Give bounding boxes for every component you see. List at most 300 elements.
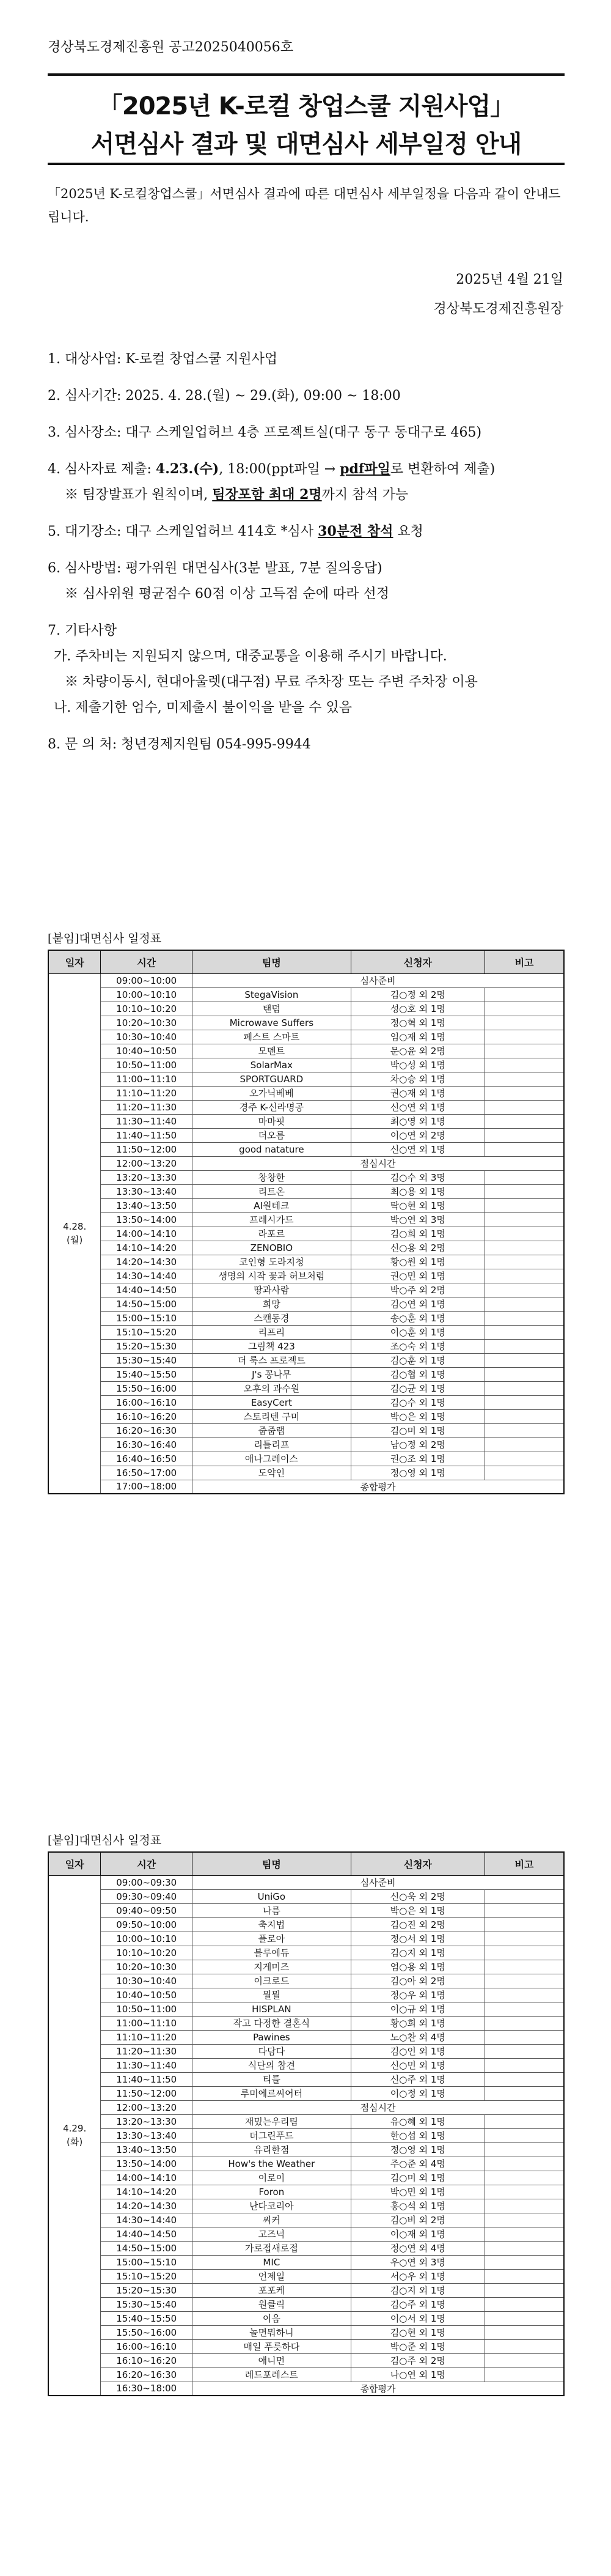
item-review-method-note: ※ 심사위원 평균점수 60점 이상 고득점 순에 따라 선정	[65, 586, 389, 602]
time-cell: 15:20~15:30	[101, 1339, 192, 1353]
team-cell: 생명의 시작 꽃과 허브처럼	[192, 1269, 351, 1283]
team-cell: 난다코리아	[192, 2199, 351, 2213]
team-cell: 모멘트	[192, 1044, 351, 1058]
time-cell: 10:10~10:20	[101, 1002, 192, 1016]
applicant-cell: 문○윤 외 2명	[351, 1044, 485, 1058]
table-row	[48, 973, 564, 987]
note-cell	[485, 1946, 564, 1960]
time-cell: 10:50~11:00	[101, 1058, 192, 1072]
time-cell: 13:20~13:30	[101, 2114, 192, 2128]
submission-prefix: 4. 심사자료 제출:	[48, 462, 156, 477]
table-row	[48, 2016, 564, 2030]
team-cell: 유리한점	[192, 2142, 351, 2157]
team-cell: SolarMax	[192, 1058, 351, 1072]
time-cell: 13:30~13:40	[101, 1184, 192, 1198]
team-cell: 다담다	[192, 2044, 351, 2058]
intro-paragraph: 「2025년 K-로컬창업스쿨」서면심사 결과에 따른 대면심사 세부일정을 다음과 같이 안내드립니다.	[48, 186, 561, 224]
applicant-cell: 이○훈 외 1명	[351, 1325, 485, 1339]
table-row	[48, 1269, 564, 1283]
applicant-cell: 김○진 외 2명	[351, 1917, 485, 1932]
team-cell: 페스트 스마트	[192, 1030, 351, 1044]
note-cell	[485, 1002, 564, 1016]
team-cell: 스캔동경	[192, 1311, 351, 1325]
table-row	[48, 2269, 564, 2283]
time-cell: 10:40~10:50	[101, 1044, 192, 1058]
note-cell	[485, 1974, 564, 1988]
time-cell: 10:20~10:30	[101, 1016, 192, 1030]
table-row	[48, 2339, 564, 2353]
note-cell	[485, 1086, 564, 1100]
item-others: 7. 기타사항	[48, 623, 117, 638]
time-cell: 11:10~11:20	[101, 2030, 192, 2044]
session-cell: 종합평가	[192, 2382, 564, 2396]
table-row	[48, 2297, 564, 2311]
table-row	[48, 1283, 564, 1297]
note-cell	[485, 1932, 564, 1946]
note-prefix: ※ 팀장발표가 원칙이며,	[65, 487, 213, 503]
team-cell: 포포케	[192, 2283, 351, 2297]
applicant-cell: 김○비 외 2명	[351, 2213, 485, 2227]
note-cell	[485, 2269, 564, 2283]
team-cell: 경주 K-신라명공	[192, 1100, 351, 1114]
time-cell: 15:30~15:40	[101, 1353, 192, 1367]
time-cell: 14:10~14:20	[101, 2185, 192, 2199]
time-cell: 16:10~16:20	[101, 2353, 192, 2367]
team-cell: 더오름	[192, 1128, 351, 1142]
team-cell: 더 룩스 프로젝트	[192, 1353, 351, 1367]
applicant-cell: 김○협 외 1명	[351, 1367, 485, 1381]
table-row	[48, 1002, 564, 1016]
time-cell: 13:50~14:00	[101, 1212, 192, 1227]
date-value: 4.29.	[63, 2123, 87, 2135]
time-cell: 11:40~11:50	[101, 1128, 192, 1142]
team-cell: Foron	[192, 2185, 351, 2199]
team-cell: 코인형 도라지청	[192, 1255, 351, 1269]
team-cell: SPORTGUARD	[192, 1072, 351, 1086]
table-row	[48, 1255, 564, 1269]
team-cell: 블루에듀	[192, 1946, 351, 1960]
table-row	[48, 1325, 564, 1339]
team-cell: 놀면뭐하니	[192, 2325, 351, 2339]
note-cell	[485, 2002, 564, 2016]
table-row	[48, 1381, 564, 1395]
note-cell	[485, 2199, 564, 2213]
table-row	[48, 1903, 564, 1917]
note-cell	[485, 1409, 564, 1423]
table-row	[48, 1156, 564, 1170]
note-cell	[485, 2044, 564, 2058]
applicant-cell: 박○민 외 1명	[351, 2185, 485, 2199]
table-row	[48, 2325, 564, 2339]
table-row	[48, 1128, 564, 1142]
table-row	[48, 1353, 564, 1367]
submission-suffix: 로 변환하여 제출)	[390, 462, 496, 477]
time-cell: 15:10~15:20	[101, 2269, 192, 2283]
applicant-cell: 송○훈 외 1명	[351, 1311, 485, 1325]
table-row	[48, 1452, 564, 1466]
time-cell: 14:20~14:30	[101, 2199, 192, 2213]
team-cell: 더그린푸드	[192, 2128, 351, 2142]
team-cell: 리트온	[192, 1184, 351, 1198]
time-cell: 10:10~10:20	[101, 1946, 192, 1960]
team-cell: ZENOBIO	[192, 1241, 351, 1255]
note-cell	[485, 2367, 564, 2382]
time-cell: 14:10~14:20	[101, 1241, 192, 1255]
table-row	[48, 1058, 564, 1072]
time-cell: 11:30~11:40	[101, 1114, 192, 1128]
title-line-2: 서면심사 결과 및 대면심사 세부일정 안내	[90, 130, 522, 158]
date-cell	[48, 973, 101, 1494]
table-row	[48, 1170, 564, 1184]
time-cell: 15:00~15:10	[101, 1311, 192, 1325]
team-cell: MIC	[192, 2255, 351, 2269]
note-cell	[485, 2016, 564, 2030]
team-cell: 탠덤	[192, 1002, 351, 1016]
time-cell: 11:20~11:30	[101, 1100, 192, 1114]
date-value: 4.28.	[63, 1221, 87, 1233]
note-cell	[485, 1297, 564, 1311]
header-note: 비고	[485, 1852, 564, 1875]
team-cell: 레드포레스트	[192, 2367, 351, 2382]
time-cell: 16:30~16:40	[101, 1437, 192, 1452]
time-cell: 11:00~11:10	[101, 1072, 192, 1086]
table-row	[48, 2157, 564, 2171]
date-cell	[48, 1875, 101, 2396]
time-cell: 12:00~13:20	[101, 1156, 192, 1170]
time-cell: 11:20~11:30	[101, 2044, 192, 2058]
team-cell: 매일 푸릇하다	[192, 2339, 351, 2353]
table-row	[48, 1480, 564, 1494]
applicant-cell: 이○서 외 1명	[351, 2311, 485, 2325]
note-cell	[485, 2128, 564, 2142]
team-cell: How's the Weather	[192, 2157, 351, 2171]
applicant-cell: 신○연 외 1명	[351, 1100, 485, 1114]
note-cell	[485, 1142, 564, 1156]
note-suffix: 까지 참석 가능	[321, 487, 409, 503]
table-row	[48, 2128, 564, 2142]
item-review-method: 6. 심사방법: 평가위원 대면심사(3분 발표, 7분 질의응답)	[48, 561, 382, 576]
time-cell: 15:40~15:50	[101, 1367, 192, 1381]
schedule-table-day1	[48, 950, 565, 1494]
applicant-cell: 정○영 외 1명	[351, 2142, 485, 2157]
note-cell	[485, 2185, 564, 2199]
table-row	[48, 1875, 564, 1889]
team-cell: 애니먼	[192, 2353, 351, 2367]
team-cell: AI원테크	[192, 1198, 351, 1212]
note-cell	[485, 2255, 564, 2269]
applicant-cell: 황○희 외 1명	[351, 2016, 485, 2030]
note-cell	[485, 1437, 564, 1452]
applicant-cell: 박○주 외 2명	[351, 1283, 485, 1297]
time-cell: 16:10~16:20	[101, 1409, 192, 1423]
title-line-1: 「2025년 K-로컬 창업스쿨 지원사업」	[98, 92, 514, 120]
header-date: 일자	[48, 1852, 101, 1875]
note-cell	[485, 1423, 564, 1437]
applicant-cell: 김○정 외 2명	[351, 987, 485, 1002]
note-cell	[485, 1269, 564, 1283]
table-row	[48, 1297, 564, 1311]
team-cell: 이음	[192, 2311, 351, 2325]
session-cell: 점심시간	[192, 2100, 564, 2114]
team-cell: 축지법	[192, 1917, 351, 1932]
note-cell	[485, 2227, 564, 2241]
table-row	[48, 1932, 564, 1946]
applicant-cell: 박○준 외 1명	[351, 2339, 485, 2353]
team-cell: 지게미즈	[192, 1960, 351, 1974]
note-cell	[485, 1255, 564, 1269]
table-row	[48, 2213, 564, 2227]
team-cell: 식단의 참견	[192, 2058, 351, 2072]
table-row	[48, 1946, 564, 1960]
note-cell	[485, 2241, 564, 2255]
time-cell: 13:50~14:00	[101, 2157, 192, 2171]
header-time: 시간	[101, 1852, 192, 1875]
applicant-cell: 권○재 외 1명	[351, 1086, 485, 1100]
note-cell	[485, 1198, 564, 1212]
header-time: 시간	[101, 950, 192, 973]
team-cell: 원클릭	[192, 2297, 351, 2311]
note-cell	[485, 1988, 564, 2002]
applicant-cell: 권○조 외 1명	[351, 1452, 485, 1466]
note-cell	[485, 2171, 564, 2185]
table-row	[48, 1142, 564, 1156]
time-cell: 14:00~14:10	[101, 2171, 192, 2185]
note-cell	[485, 1058, 564, 1072]
note-cell	[485, 1381, 564, 1395]
table-row	[48, 1339, 564, 1353]
applicant-cell: 이○연 외 2명	[351, 1128, 485, 1142]
item-review-period: 2. 심사기간: 2025. 4. 28.(월) ~ 29.(화), 09:00 ~ 18:00	[48, 388, 401, 404]
time-cell: 09:50~10:00	[101, 1917, 192, 1932]
table-row	[48, 1072, 564, 1086]
note-cell	[485, 1128, 564, 1142]
note-cell	[485, 1170, 564, 1184]
applicant-cell: 박○성 외 1명	[351, 1058, 485, 1072]
submission-middle: , 18:00(ppt파일 →	[219, 462, 340, 477]
time-cell: 11:50~12:00	[101, 2086, 192, 2100]
note-cell	[485, 1353, 564, 1367]
team-cell: 오후의 과수원	[192, 1381, 351, 1395]
note-cell	[485, 1367, 564, 1381]
team-cell: J's 꽁나무	[192, 1367, 351, 1381]
applicant-cell: 한○섭 외 1명	[351, 2128, 485, 2142]
time-cell: 12:00~13:20	[101, 2100, 192, 2114]
applicant-cell: 임○재 외 1명	[351, 1030, 485, 1044]
time-cell: 13:20~13:30	[101, 1170, 192, 1184]
team-cell: 플로아	[192, 1932, 351, 1946]
applicant-cell: 김○주 외 2명	[351, 2353, 485, 2367]
note-cell	[485, 2297, 564, 2311]
note-cell	[485, 1311, 564, 1325]
team-cell: Microwave Suffers	[192, 1016, 351, 1030]
note-cell	[485, 1114, 564, 1128]
table-row	[48, 1367, 564, 1381]
table-row	[48, 2171, 564, 2185]
waiting-arrival-time: 30분전 참석	[318, 523, 393, 539]
applicant-cell: 서○우 외 1명	[351, 2269, 485, 2283]
team-cell: 오가닉베베	[192, 1086, 351, 1100]
table-row	[48, 1044, 564, 1058]
document-number: 경상북도경제진흥원 공고2025040056호	[48, 40, 293, 55]
note-cell	[485, 1100, 564, 1114]
date-weekday: (화)	[67, 2136, 83, 2148]
announcement-date: 2025년 4월 21일	[456, 272, 563, 287]
note-cell	[485, 2086, 564, 2100]
time-cell: 16:50~17:00	[101, 1466, 192, 1480]
table-row	[48, 2114, 564, 2128]
time-cell: 14:30~14:40	[101, 2213, 192, 2227]
header-team: 팀명	[192, 950, 351, 973]
applicant-cell: 신○주 외 1명	[351, 2072, 485, 2086]
note-cell	[485, 1227, 564, 1241]
table-row	[48, 2382, 564, 2396]
title-box	[48, 73, 565, 165]
note-cell	[485, 2339, 564, 2353]
time-cell: 16:20~16:30	[101, 1423, 192, 1437]
team-cell: 마마핏	[192, 1114, 351, 1128]
team-cell: 땅과사람	[192, 1283, 351, 1297]
session-cell: 점심시간	[192, 1156, 564, 1170]
table-row	[48, 1086, 564, 1100]
time-cell: 11:30~11:40	[101, 2058, 192, 2072]
table-row	[48, 1917, 564, 1932]
table-row	[48, 2058, 564, 2072]
time-cell: 16:40~16:50	[101, 1452, 192, 1466]
team-cell: 씨커	[192, 2213, 351, 2227]
applicant-cell: 남○정 외 2명	[351, 1437, 485, 1452]
applicant-cell: 조○숙 외 1명	[351, 1339, 485, 1353]
table-row	[48, 1311, 564, 1325]
time-cell: 15:50~16:00	[101, 2325, 192, 2339]
table-row	[48, 1184, 564, 1198]
table-row	[48, 2185, 564, 2199]
time-cell: 15:20~15:30	[101, 2283, 192, 2297]
table-row	[48, 2044, 564, 2058]
time-cell: 11:00~11:10	[101, 2016, 192, 2030]
team-cell: 창창한	[192, 1170, 351, 1184]
applicant-cell: 황○원 외 1명	[351, 1255, 485, 1269]
table-header-row	[48, 1852, 564, 1875]
team-cell: 티틀	[192, 2072, 351, 2086]
item-contact: 8. 문 의 처: 청년경제지원팀 054-995-9944	[48, 737, 311, 752]
note-cell	[485, 987, 564, 1002]
table-row	[48, 2086, 564, 2100]
note-cell	[485, 1466, 564, 1480]
note-cell	[485, 2058, 564, 2072]
issuer: 경상북도경제진흥원장	[433, 301, 563, 317]
header-note: 비고	[485, 950, 564, 973]
applicant-cell: 박○은 외 1명	[351, 1409, 485, 1423]
applicant-cell: 정○연 외 4명	[351, 2241, 485, 2255]
applicant-cell: 김○현 외 1명	[351, 2325, 485, 2339]
schedule-label-day1: [붙임]대면심사 일정표	[48, 932, 162, 945]
applicant-cell: 정○서 외 1명	[351, 1932, 485, 1946]
time-cell: 11:40~11:50	[101, 2072, 192, 2086]
team-cell: 고즈넉	[192, 2227, 351, 2241]
applicant-cell: 김○균 외 1명	[351, 1381, 485, 1395]
table-row	[48, 1100, 564, 1114]
team-cell: 애나그레이스	[192, 1452, 351, 1466]
time-cell: 14:40~14:50	[101, 2227, 192, 2241]
time-cell: 14:50~15:00	[101, 2241, 192, 2255]
time-cell: 16:00~16:10	[101, 2339, 192, 2353]
applicant-cell: 박○연 외 3명	[351, 1212, 485, 1227]
time-cell: 10:50~11:00	[101, 2002, 192, 2016]
header-applicant: 신청자	[351, 950, 485, 973]
note-cell	[485, 2114, 564, 2128]
team-cell: 스토리텐 구미	[192, 1409, 351, 1423]
schedule-table-day2	[48, 1851, 565, 2396]
team-cell: 나름	[192, 1903, 351, 1917]
table-row	[48, 1409, 564, 1423]
applicant-cell: 신○욱 외 2명	[351, 1889, 485, 1903]
applicant-cell: 탁○현 외 1명	[351, 1198, 485, 1212]
table-row	[48, 1423, 564, 1437]
table-row	[48, 1395, 564, 1409]
session-cell: 심사준비	[192, 973, 564, 987]
session-cell: 종합평가	[192, 1480, 564, 1494]
time-cell: 17:00~18:00	[101, 1480, 192, 1494]
table-row	[48, 2100, 564, 2114]
note-cell	[485, 2213, 564, 2227]
table-row	[48, 2199, 564, 2213]
table-row	[48, 1212, 564, 1227]
note-cell	[485, 1960, 564, 1974]
applicant-cell: 나○연 외 1명	[351, 2367, 485, 2382]
team-cell: HISPLAN	[192, 2002, 351, 2016]
time-cell: 16:00~16:10	[101, 1395, 192, 1409]
time-cell: 10:40~10:50	[101, 1988, 192, 2002]
team-cell: 도약인	[192, 1466, 351, 1480]
session-cell: 심사준비	[192, 1875, 564, 1889]
applicant-cell: 신○민 외 1명	[351, 2058, 485, 2072]
time-cell: 10:00~10:10	[101, 1932, 192, 1946]
note-cell	[485, 1917, 564, 1932]
team-cell: 리틀리프	[192, 1437, 351, 1452]
time-cell: 14:30~14:40	[101, 1269, 192, 1283]
time-cell: 09:00~09:30	[101, 1875, 192, 1889]
table-header-row	[48, 950, 564, 973]
applicant-cell: 김○아 외 2명	[351, 1974, 485, 1988]
waiting-prefix: 5. 대기장소: 대구 스케일업허브 414호 *심사	[48, 524, 318, 539]
table-row	[48, 1016, 564, 1030]
note-cell	[485, 1241, 564, 1255]
table-row	[48, 2311, 564, 2325]
applicant-cell: 신○용 외 2명	[351, 1241, 485, 1255]
table-row	[48, 2241, 564, 2255]
table-row	[48, 987, 564, 1002]
team-cell: 재밌는우리팀	[192, 2114, 351, 2128]
applicant-cell: 박○은 외 1명	[351, 1903, 485, 1917]
applicant-cell: 김○주 외 1명	[351, 2297, 485, 2311]
applicant-cell: 김○지 외 1명	[351, 1946, 485, 1960]
table-row	[48, 1437, 564, 1452]
applicant-cell: 우○연 외 3명	[351, 2255, 485, 2269]
note-cell	[485, 1903, 564, 1917]
table-row	[48, 2002, 564, 2016]
team-cell: EasyCert	[192, 1395, 351, 1409]
note-cell	[485, 1044, 564, 1058]
team-cell: 이로이	[192, 2171, 351, 2185]
time-cell: 10:30~10:40	[101, 1974, 192, 1988]
time-cell: 13:30~13:40	[101, 2128, 192, 2142]
table-row	[48, 2072, 564, 2086]
applicant-cell: 김○수 외 3명	[351, 1170, 485, 1184]
team-cell: 이크로드	[192, 1974, 351, 1988]
applicant-cell: 최○용 외 1명	[351, 1184, 485, 1198]
applicant-cell: 주○준 외 4명	[351, 2157, 485, 2171]
note-cell	[485, 2311, 564, 2325]
